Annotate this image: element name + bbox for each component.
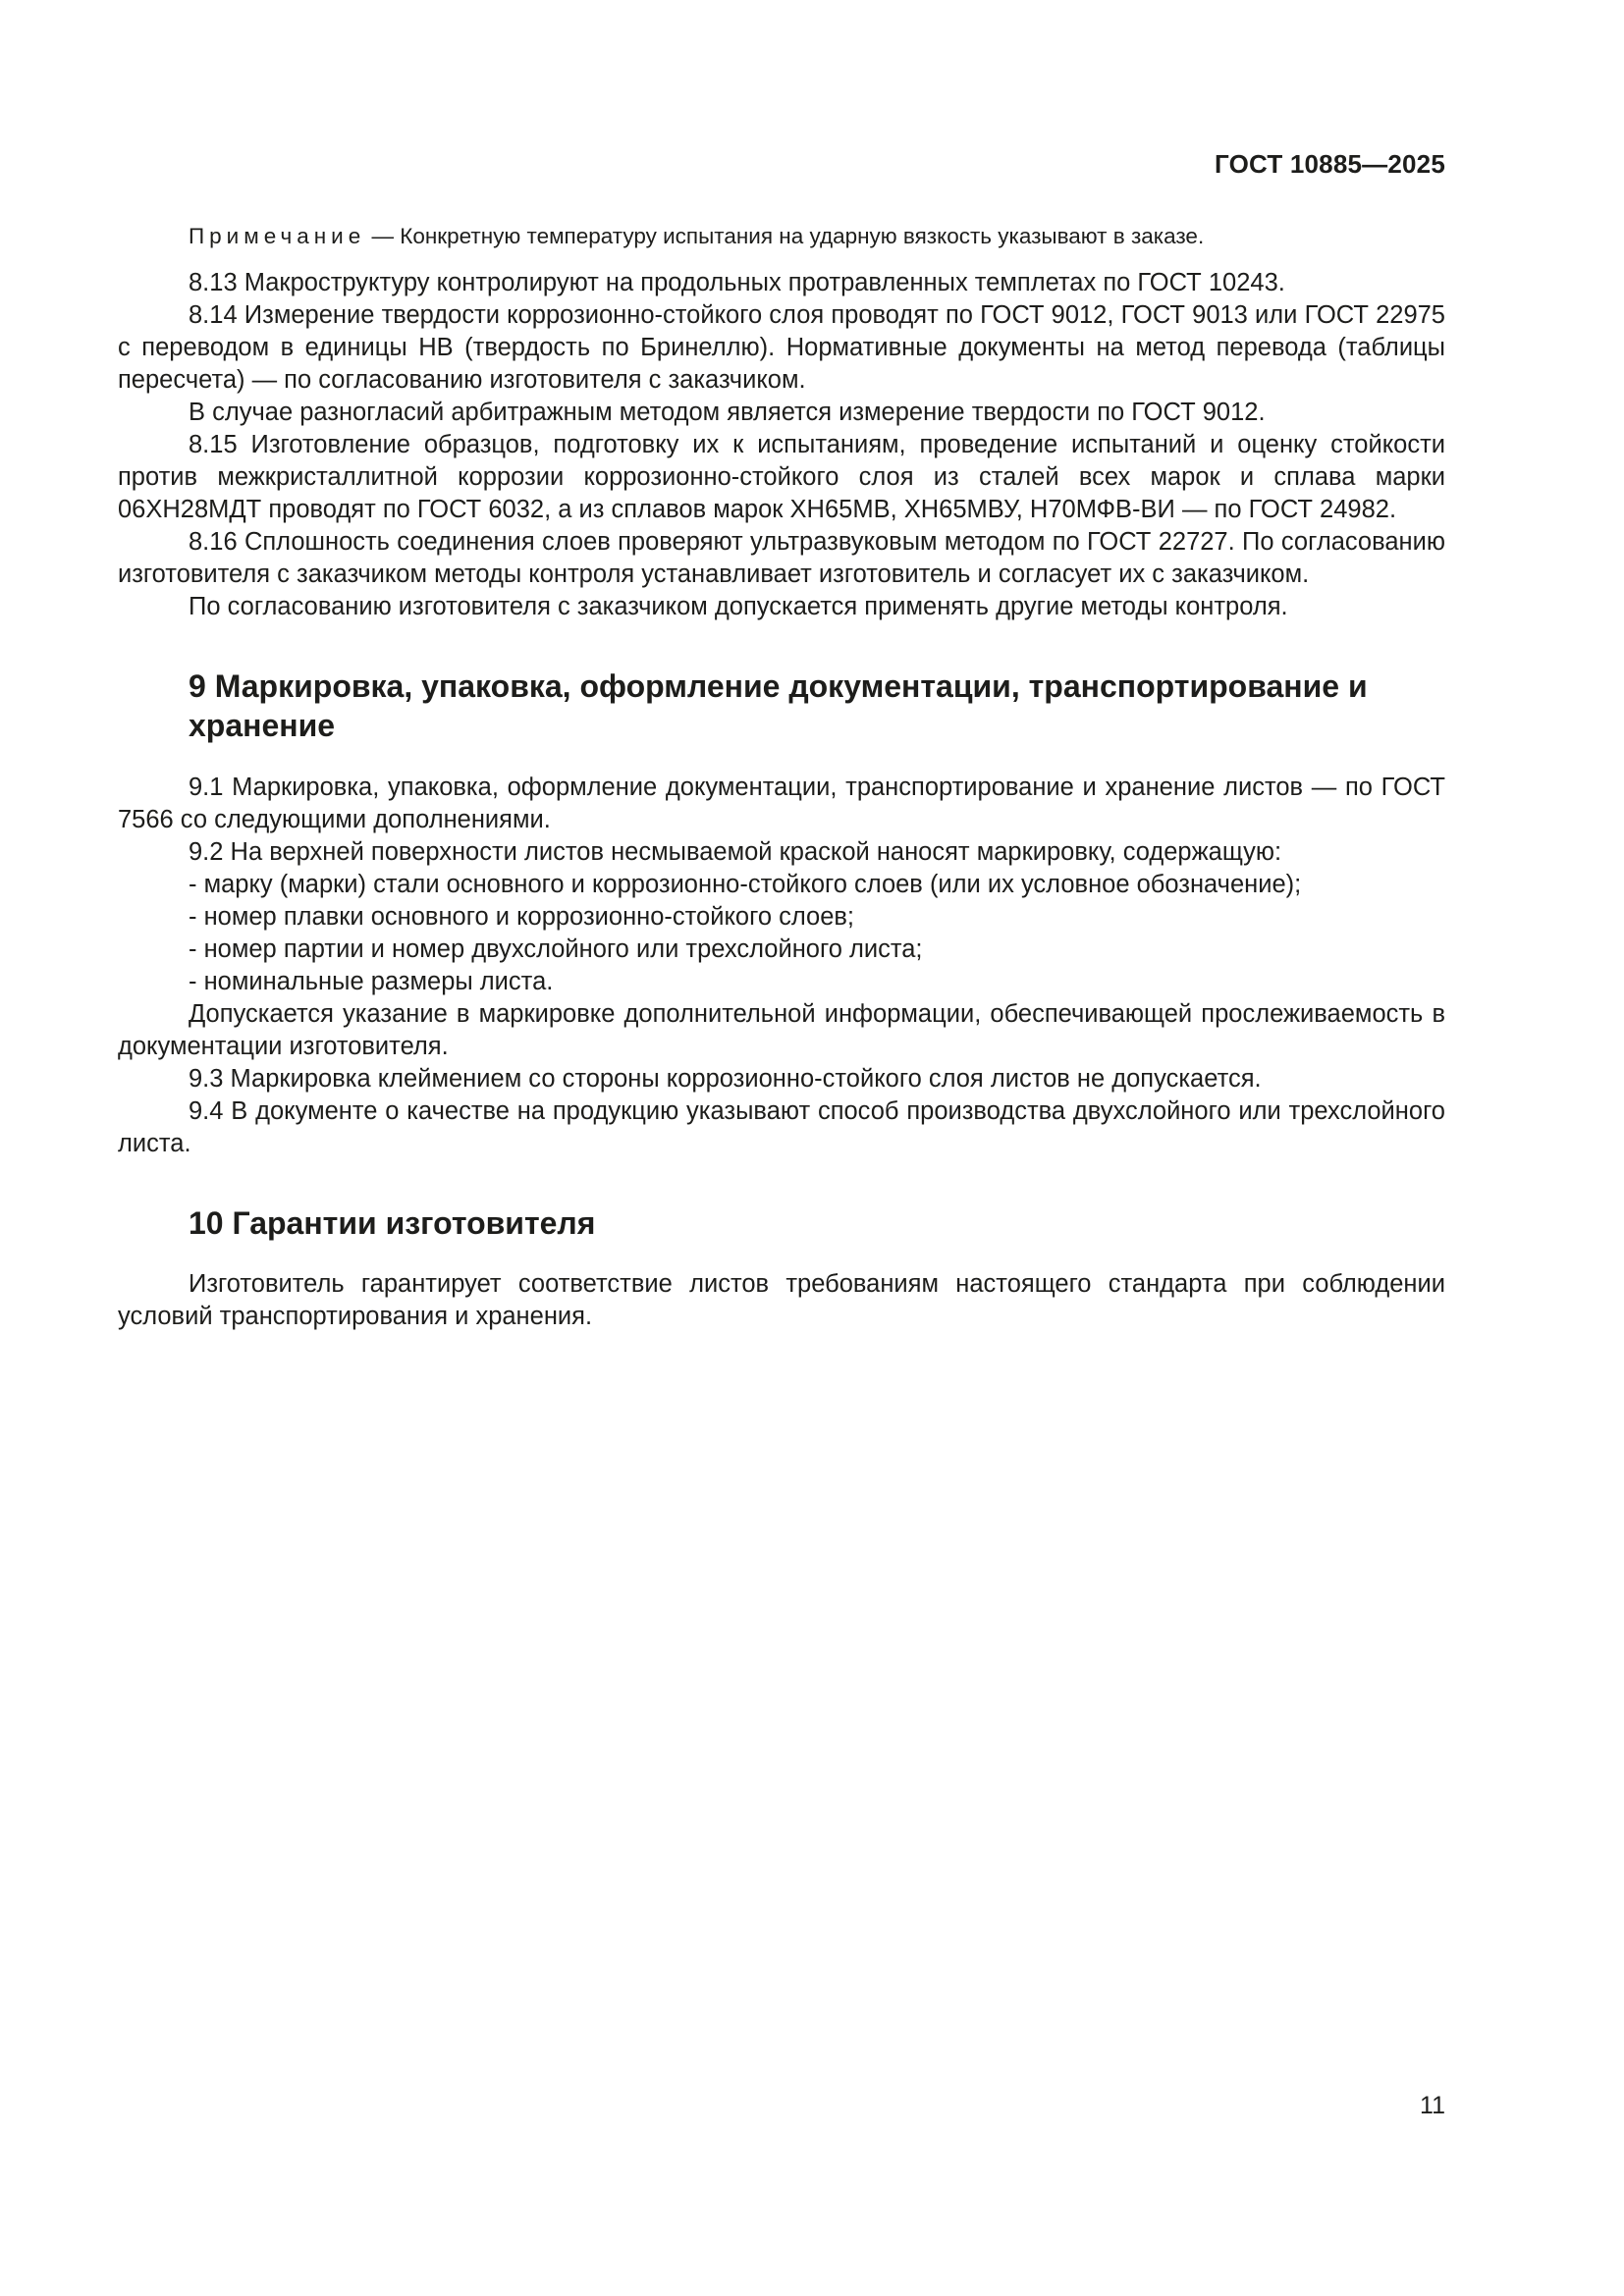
clause-9-2: 9.2 На верхней поверхности листов несмываемой краской наносят маркировку, содержащую: [189, 838, 1282, 866]
clause-8-16-other-methods: По согласованию изготовителя с заказчиком допускается применять другие методы контроля. [189, 593, 1288, 620]
section-10-heading: 10 Гарантии изготовителя [189, 1205, 596, 1241]
clause-9-4: 9.4 В документе о качестве на продукцию указывают способ производства двухслойного или трехслойного листа. [118, 1097, 1445, 1157]
clause-8-14: 8.14 Измерение твердости коррозионно-стойкого слоя проводят по ГОСТ 9012, ГОСТ 9013 или ГОСТ 22975 с переводом в единицы НВ (твердость по Бринеллю). Нормативные документы на метод перевода (таблицы пересчета) — по согласованию изготовителя с заказчиком. [118, 301, 1445, 394]
clause-8-14-dispute: В случае разногласий арбитражным методом является измерение твердости по ГОСТ 9012. [189, 399, 1266, 426]
section-9-heading: 9 Маркировка, упаковка, оформление документации, транспортирование и хранение [189, 668, 1368, 743]
page-number: 11 [1420, 2092, 1445, 2119]
section-10-text: Изготовитель гарантирует соответствие листов требованиям настоящего стандарта при соблюдении условий транспортирования и хранения. [118, 1270, 1445, 1330]
clause-9-1: 9.1 Маркировка, упаковка, оформление документации, транспортирование и хранение листов — по ГОСТ 7566 со следующими дополнениями. [118, 774, 1445, 833]
page-content [118, 222, 1445, 1333]
note-text: — Конкретную температуру испытания на ударную вязкость указывают в заказе. [365, 224, 1205, 248]
marking-item-heat: - номер плавки основного и коррозионно-стойкого слоев; [189, 903, 855, 931]
standard-number: ГОСТ 10885—2025 [1215, 149, 1445, 179]
marking-item-dimensions: - номинальные размеры листа. [189, 968, 554, 995]
clause-8-13: 8.13 Макроструктуру контролируют на продольных протравленных темплетах по ГОСТ 10243. [189, 269, 1285, 296]
note-label: Примечание [189, 224, 366, 248]
marking-item-grade: - марку (марки) стали основного и коррозионно-стойкого слоев (или их условное обозначение); [189, 871, 1302, 898]
note [118, 222, 1445, 251]
clause-8-15: 8.15 Изготовление образцов, подготовку их к испытаниям, проведение испытаний и оценку стойкости против межкристаллитной коррозии коррозионно-стойкого слоя из сталей всех марок и сплава марки 06ХН28МДТ проводят по ГОСТ 6032, а из сплавов марок ХН65МВ, ХН65МВУ, Н70МФВ-ВИ — по ГОСТ 24982. [118, 431, 1445, 523]
clause-9-3: 9.3 Маркировка клеймением со стороны коррозионно-стойкого слоя листов не допускается. [189, 1065, 1262, 1093]
clause-8-16: 8.16 Сплошность соединения слоев проверяют ультразвуковым методом по ГОСТ 22727. По согласованию изготовителя с заказчиком методы контроля устанавливает изготовитель и согласует их с заказчиком. [118, 528, 1445, 588]
clause-9-2-extra: Допускается указание в маркировке дополнительной информации, обеспечивающей прослеживаемость в документации изготовителя. [118, 1000, 1445, 1060]
marking-item-batch: - номер партии и номер двухслойного или трехслойного листа; [189, 935, 923, 963]
